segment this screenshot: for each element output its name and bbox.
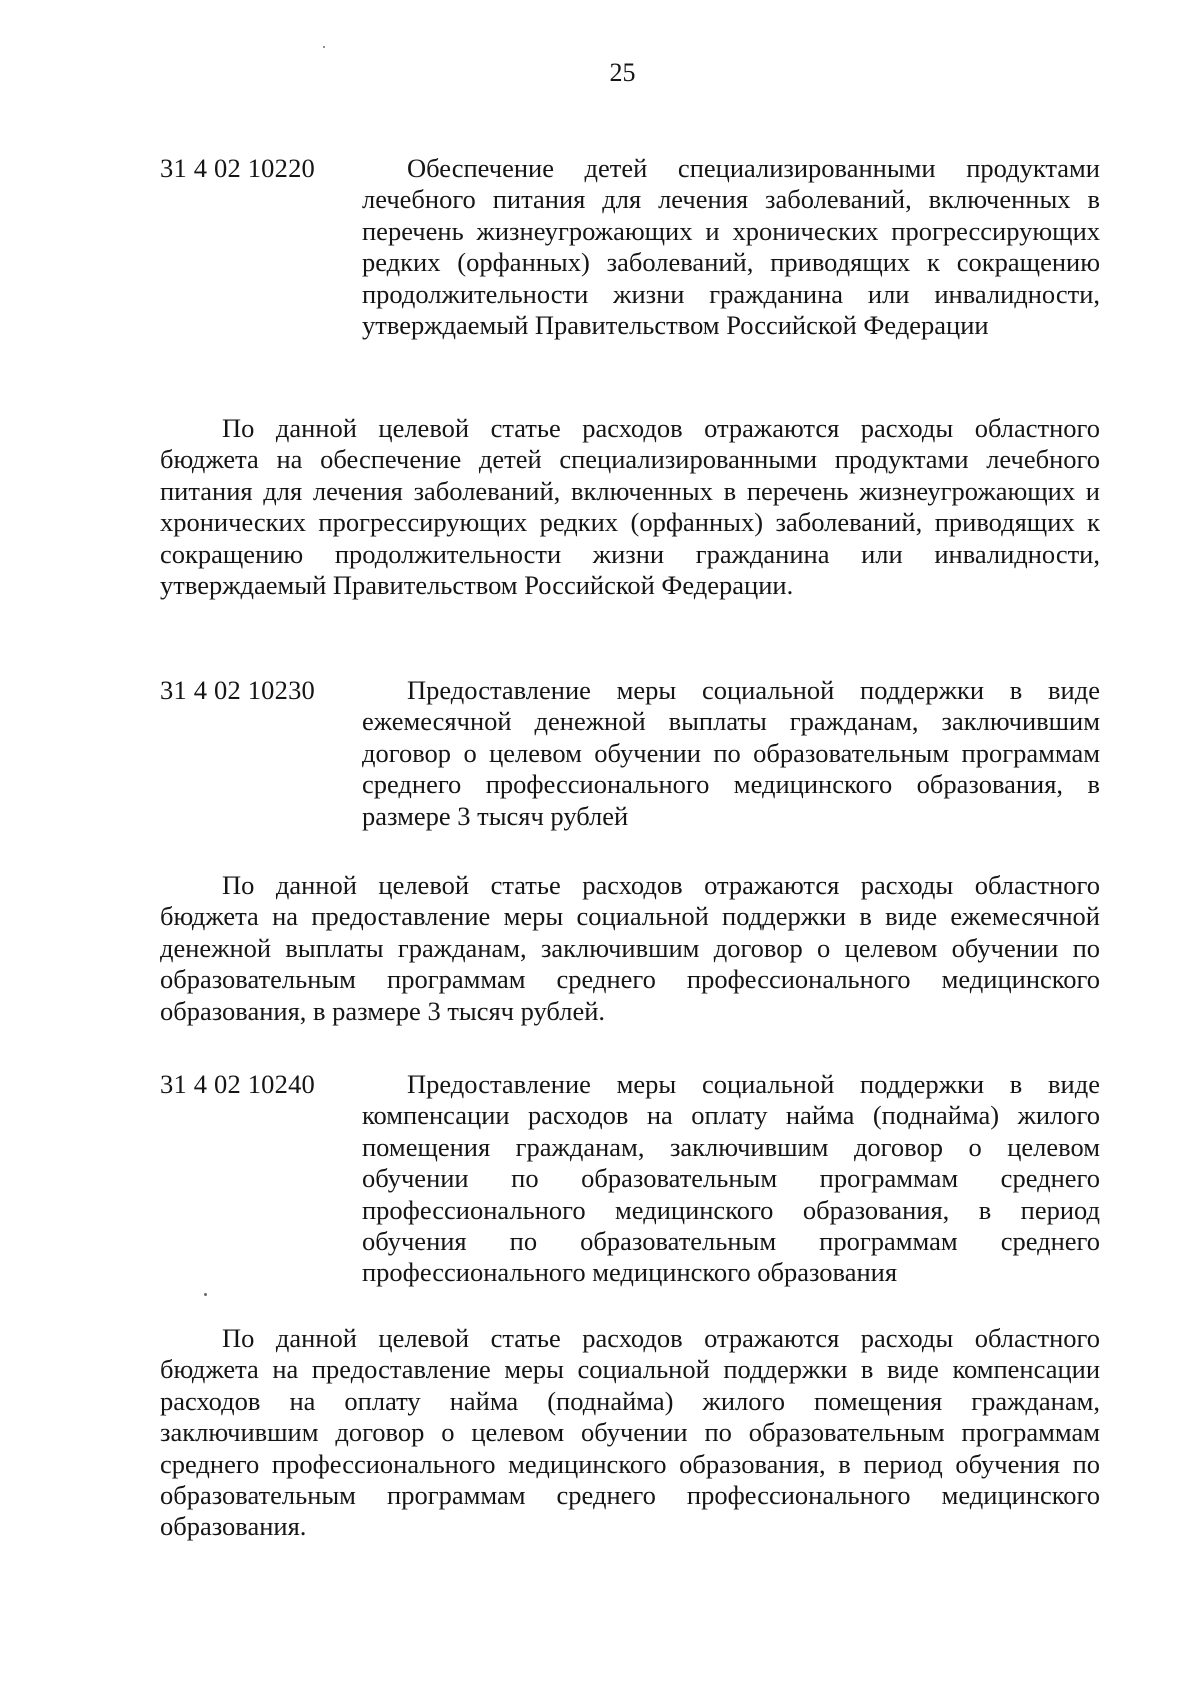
budget-item-title: Обеспечение детей специализированными продуктами лечебного питания для лечения заболеваний, включенных в перечень жизнеугрожающих и хронических прогрессирующих редких (орфанных) заболеваний, приводящих к сокращению продолжительности жизни гражданина или инвалидности, утверждаемый Правительством Российской Федерации — [362, 153, 1100, 341]
budget-item-title: Предоставление меры социальной поддержки в виде компенсации расходов на оплату найма (поднайма) жилого помещения гражданам, заключившим договор о целевом обучении по образовательным программам среднего профессионального медицинского образования, в период обучения по образовательным программам среднего профессионального медицинского образования — [362, 1069, 1100, 1288]
budget-item-title: Предоставление меры социальной поддержки в виде ежемесячной денежной выплаты гражданам, заключившим договор о целевом обучении по образовательным программам среднего профессионального медицинского образования, в размере 3 тысяч рублей — [362, 675, 1100, 831]
budget-item-description: По данной целевой статье расходов отражаются расходы областного бюджета на предоставление меры социальной поддержки в виде компенсации расходов на оплату найма (поднайма) жилого помещения гражданам, заключившим договор о целевом обучении по образовательным программам среднего профессионального медицинского образования, в период обучения по образовательным программам среднего профессионального медицинского образования. — [160, 1323, 1100, 1542]
budget-item-entry — [160, 153, 1100, 341]
budget-item-entry — [160, 1069, 1100, 1289]
budget-item-code: 31 4 02 10220 — [160, 153, 315, 183]
budget-item-description: По данной целевой статье расходов отражаются расходы областного бюджета на обеспечение детей специализированными продуктами лечебного питания для лечения заболеваний, включенных в перечень жизнеугрожающих и хронических прогрессирующих редких (орфанных) заболеваний, приводящих к сокращению продолжительности жизни гражданина или инвалидности, утверждаемый Правительством Российской Федерации. — [160, 413, 1100, 601]
scan-speck — [323, 46, 325, 48]
budget-item-code: 31 4 02 10230 — [160, 675, 315, 705]
page-number: 25 — [609, 58, 636, 87]
budget-item-code: 31 4 02 10240 — [160, 1069, 315, 1099]
budget-item-entry — [160, 675, 1100, 832]
budget-item-description: По данной целевой статье расходов отражаются расходы областного бюджета на предоставление меры социальной поддержки в виде ежемесячной денежной выплаты гражданам, заключившим договор о целевом обучении по образовательным программам среднего профессионального медицинского образования, в размере 3 тысяч рублей. — [160, 870, 1100, 1026]
scan-speck — [204, 1293, 207, 1296]
